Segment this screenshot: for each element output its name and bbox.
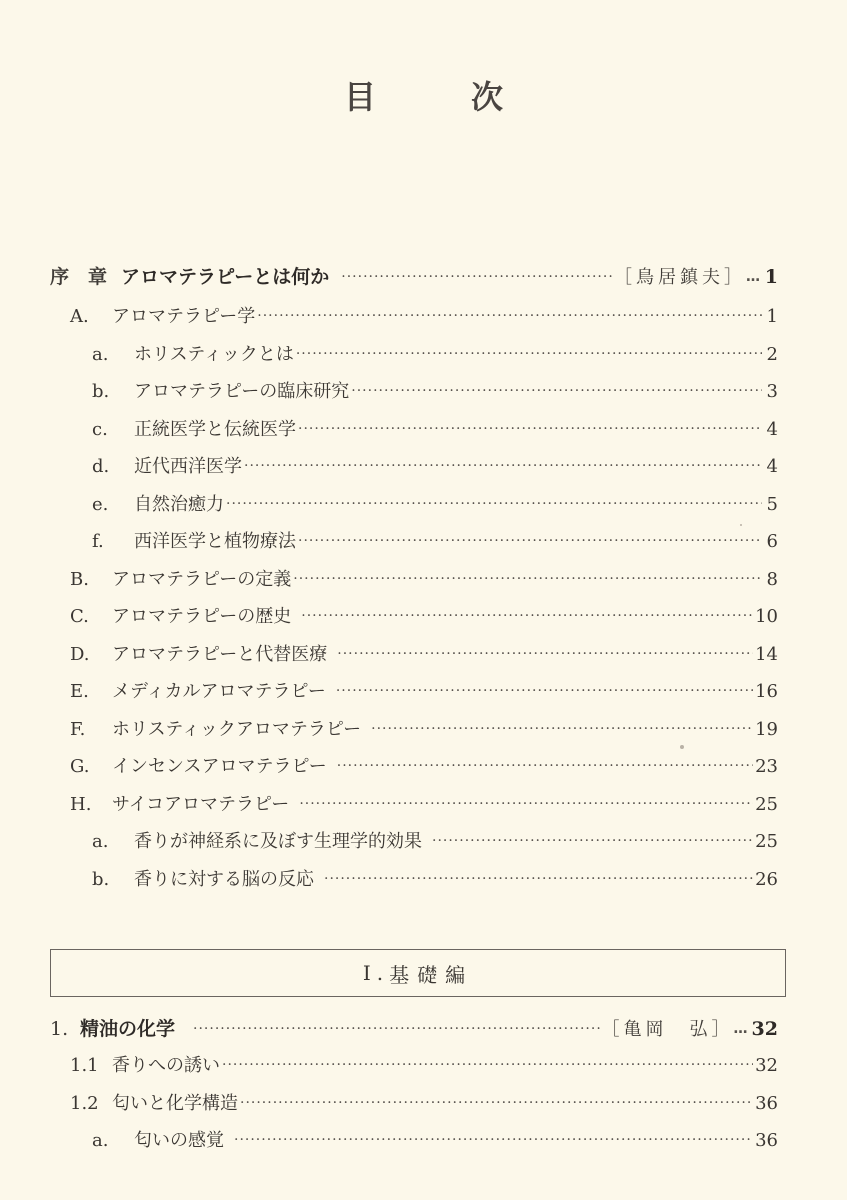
dot-leader xyxy=(257,308,762,324)
dot-leader xyxy=(301,608,753,624)
chapter-author: ［鳥居鎮夫］ xyxy=(614,267,746,288)
toc-section-b[interactable] xyxy=(70,565,778,595)
dot-leader xyxy=(244,458,762,474)
section-number: A. xyxy=(70,306,89,327)
chapter-label: 序 章 xyxy=(50,266,108,288)
subsection-number: f. xyxy=(92,531,104,552)
subsection-title: 西洋医学と植物療法 xyxy=(134,531,296,552)
paper-speck xyxy=(680,745,684,749)
toc-section-h[interactable] xyxy=(70,790,778,820)
page-number: 4 xyxy=(766,456,778,477)
section-title: インセンスアロマテラピー xyxy=(112,756,327,777)
page-number: 6 xyxy=(766,531,778,552)
page-number: 16 xyxy=(755,681,778,702)
dot-leader xyxy=(351,383,762,399)
dot-leader xyxy=(296,346,762,362)
part-title: 基礎編 xyxy=(389,962,474,987)
toc-section-c[interactable] xyxy=(70,602,778,632)
section-number: B. xyxy=(70,569,89,590)
page-number: 5 xyxy=(766,494,778,515)
section-title: 匂いと化学構造 xyxy=(112,1093,238,1114)
subsection-number: a. xyxy=(92,1130,109,1151)
subsection-number: d. xyxy=(92,456,110,477)
section-number: F. xyxy=(70,719,86,740)
dot-leader xyxy=(336,683,753,699)
page-number: 23 xyxy=(755,756,778,777)
page-number: 8 xyxy=(766,569,778,590)
toc-section-1-2[interactable] xyxy=(70,1089,778,1119)
chapter-title: 精油の化学 xyxy=(80,1018,176,1040)
page-number: 14 xyxy=(755,644,778,665)
page-number: 4 xyxy=(766,419,778,440)
section-title: アロマテラピーと代替医療 xyxy=(112,644,328,665)
toc-subsection-a-d[interactable] xyxy=(92,452,778,482)
dot-leader xyxy=(324,871,753,887)
page-number: 1 xyxy=(766,306,778,327)
dot-leader xyxy=(193,1021,600,1037)
section-title: アロマテラピーの歴史 xyxy=(112,606,292,627)
page-number: 32 xyxy=(755,1055,778,1076)
subsection-title: 香りに対する脳の反応 xyxy=(134,869,314,890)
page-title xyxy=(0,72,847,118)
toc-subsection-a-b[interactable] xyxy=(92,377,778,407)
section-title: サイコアロマテラピー xyxy=(112,794,290,815)
toc-section-f[interactable] xyxy=(70,715,778,745)
dot-leader xyxy=(226,496,762,512)
section-title: ホリスティックアロマテラピー xyxy=(112,719,362,740)
dot-leader xyxy=(299,796,753,812)
toc-subsection-h-a[interactable] xyxy=(92,827,778,857)
subsection-number: b. xyxy=(92,381,110,402)
page-number: 1 xyxy=(764,266,778,288)
dot-leader xyxy=(240,1095,753,1111)
section-number: H. xyxy=(70,794,92,815)
toc-section-d[interactable] xyxy=(70,640,778,670)
page-number: 36 xyxy=(755,1130,778,1151)
chapter-title: アロマテラピーとは何か xyxy=(121,266,330,288)
page-number: 25 xyxy=(755,831,778,852)
section-number: E. xyxy=(70,681,89,702)
page-number: 19 xyxy=(755,719,778,740)
chapter-author: ［亀岡 弘］ xyxy=(601,1019,734,1040)
dot-leader xyxy=(298,533,762,549)
toc-subsection-h-b[interactable] xyxy=(92,865,778,895)
page-number: 25 xyxy=(755,794,778,815)
subsection-number: e. xyxy=(92,494,109,515)
subsection-title: 香りが神経系に及ぼす生理学的効果 xyxy=(134,831,422,852)
page-number: 36 xyxy=(755,1093,778,1114)
chapter-label: 1. xyxy=(50,1018,69,1040)
section-number: 1.2 xyxy=(70,1093,99,1114)
subsection-title: 近代西洋医学 xyxy=(134,456,242,477)
dot-leader xyxy=(337,758,753,774)
paper-speck xyxy=(740,524,742,526)
dot-leader-trail: … xyxy=(733,1021,748,1037)
toc-subsection-a-e[interactable] xyxy=(92,490,778,520)
subsection-number: a. xyxy=(92,831,109,852)
subsection-title: ホリスティックとは xyxy=(134,344,294,365)
dot-leader xyxy=(371,721,753,737)
dot-leader xyxy=(432,833,753,849)
toc-section-e[interactable] xyxy=(70,677,778,707)
toc-subsection-a-f[interactable] xyxy=(92,527,778,557)
subsection-number: a. xyxy=(92,344,109,365)
toc-chapter-intro[interactable] xyxy=(50,262,778,292)
section-number: C. xyxy=(70,606,89,627)
section-title: アロマテラピー学 xyxy=(112,306,256,327)
subsection-title: 匂いの感覚 xyxy=(134,1130,224,1151)
toc-subsection-a-c[interactable] xyxy=(92,415,778,445)
page-title-char-2: 次 xyxy=(471,78,504,116)
part-heading-box xyxy=(50,949,786,997)
page-number: 32 xyxy=(751,1018,778,1040)
section-title: 香りへの誘い xyxy=(112,1055,220,1076)
dot-leader xyxy=(222,1057,753,1073)
section-number: 1.1 xyxy=(70,1055,99,1076)
section-title: メディカルアロマテラピー xyxy=(112,681,326,702)
dot-leader xyxy=(337,646,753,662)
toc-section-1-1[interactable] xyxy=(70,1051,778,1081)
page-title-char-1: 目 xyxy=(343,78,376,116)
section-number: G. xyxy=(70,756,90,777)
toc-subsection-1-2-a[interactable] xyxy=(92,1126,778,1156)
dot-leader xyxy=(234,1132,753,1148)
page-number: 2 xyxy=(766,344,778,365)
toc-section-g[interactable] xyxy=(70,752,778,782)
toc-chapter-1[interactable] xyxy=(50,1014,778,1044)
toc-section-a[interactable] xyxy=(70,302,778,332)
page-number: 3 xyxy=(766,381,778,402)
subsection-title: 正統医学と伝統医学 xyxy=(134,419,296,440)
toc-subsection-a-a[interactable] xyxy=(92,340,778,370)
page-number: 10 xyxy=(755,606,778,627)
page-number: 26 xyxy=(755,869,778,890)
section-title: アロマテラピーの定義 xyxy=(112,569,292,590)
dot-leader-trail: … xyxy=(746,269,760,285)
part-number: I. xyxy=(362,961,390,985)
subsection-number: c. xyxy=(92,419,108,440)
subsection-title: アロマテラピーの臨床研究 xyxy=(134,381,350,402)
subsection-title: 自然治癒力 xyxy=(134,494,224,515)
section-number: D. xyxy=(70,644,90,665)
dot-leader xyxy=(341,269,612,285)
subsection-number: b. xyxy=(92,869,110,890)
dot-leader xyxy=(298,421,762,437)
dot-leader xyxy=(293,571,762,587)
